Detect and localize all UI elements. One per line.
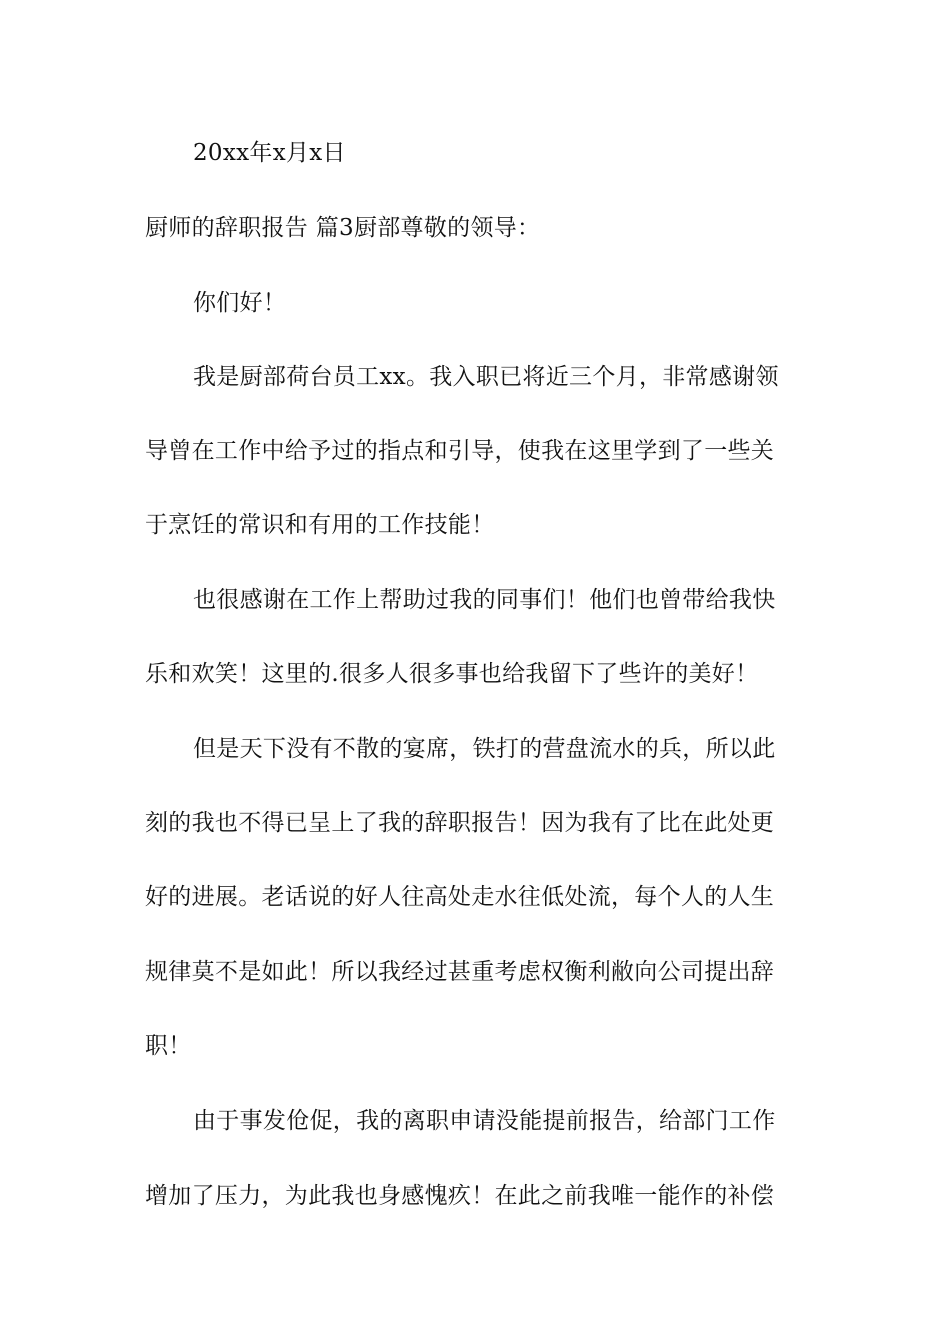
paragraph-line: 由于事发伧促，我的离职申请没能提前报告，给部门工作 xyxy=(193,1108,776,1134)
paragraph-line: 于烹饪的常识和有用的工作技能！ xyxy=(145,512,495,538)
paragraph-line: 增加了压力，为此我也身感愧疚！在此之前我唯一能作的补偿 xyxy=(145,1183,775,1209)
paragraph-line: 也很感谢在工作上帮助过我的同事们！他们也曾带给我快 xyxy=(193,587,776,613)
paragraph-line: 职！ xyxy=(145,1033,192,1059)
date-line: 20xx年x月x日 xyxy=(193,140,346,166)
paragraph-line: 但是天下没有不散的宴席，铁打的营盘流水的兵，所以此 xyxy=(193,736,776,762)
paragraph-line: 好的进展。老话说的好人往高处走水往低处流，每个人的人生 xyxy=(145,884,775,910)
greeting-line: 你们好！ xyxy=(193,290,287,316)
paragraph-line: 刻的我也不得已呈上了我的辞职报告！因为我有了比在此处更 xyxy=(145,810,775,836)
paragraph-line: 导曾在工作中给予过的指点和引导，使我在这里学到了一些关 xyxy=(145,438,775,464)
paragraph-line: 我是厨部荷台员工xx。我入职已将近三个月，非常感谢领 xyxy=(193,364,779,390)
paragraph-line: 规律莫不是如此！所以我经过甚重考虑权衡利敝向公司提出辞 xyxy=(145,959,775,985)
paragraph-line: 乐和欢笑！这里的.很多人很多事也给我留下了些许的美好！ xyxy=(145,661,759,687)
heading-line: 厨师的辞职报告 篇3厨部尊敬的领导： xyxy=(145,215,541,241)
